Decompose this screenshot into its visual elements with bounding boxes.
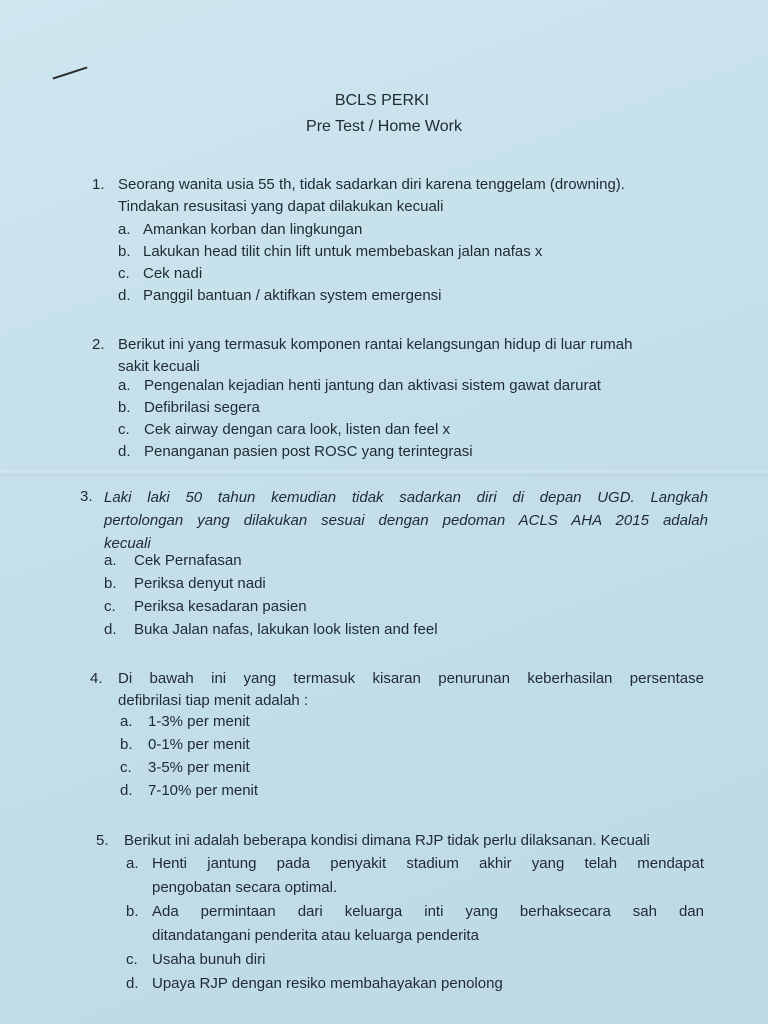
document-subtitle: Pre Test / Home Work: [306, 118, 462, 135]
question-stem: Di bawah ini yang termasuk kisaran penurunan keberhasilan persentase: [118, 670, 704, 687]
question-number: 2.: [92, 336, 105, 353]
paper-fold: [0, 470, 768, 476]
document-title: BCLS PERKI: [334, 92, 430, 109]
question-stem: pertolongan yang dilakukan sesuai dengan pedoman ACLS AHA 2015 adalah: [104, 512, 708, 529]
question-number: 5.: [96, 832, 109, 849]
answer-option: d. Buka Jalan nafas, lakukan look listen and feel: [104, 621, 438, 638]
question-number: 3.: [80, 488, 93, 505]
answer-option: a. 1-3% per menit: [120, 713, 250, 730]
question-stem: Berikut ini yang termasuk komponen rantai kelangsungan hidup di luar rumah: [118, 336, 633, 353]
answer-option: c. Periksa kesadaran pasien: [104, 598, 307, 615]
answer-option: b. 0-1% per menit: [120, 736, 250, 753]
answer-option: c. Cek airway dengan cara look, listen dan feel x: [118, 421, 451, 438]
answer-option: c. Usaha bunuh diri: [126, 951, 266, 968]
question-number: 1.: [92, 176, 105, 193]
answer-option: a. Cek Pernafasan: [104, 552, 242, 569]
answer-option: d. Penanganan pasien post ROSC yang terintegrasi: [118, 443, 473, 460]
question-stem: defibrilasi tiap menit adalah :: [118, 692, 309, 709]
answer-option: d. 7-10% per menit: [120, 782, 259, 799]
question-stem: Laki laki 50 tahun kemudian tidak sadarkan diri di depan UGD. Langkah: [104, 489, 708, 506]
question-number: 4.: [90, 670, 103, 687]
answer-option: c. 3-5% per menit: [120, 759, 250, 776]
answer-option: b. Defibrilasi segera: [118, 399, 260, 416]
answer-option: d. Upaya RJP dengan resiko membahayakan penolong: [126, 975, 503, 992]
pen-mark: [53, 66, 88, 79]
answer-option: a. Amankan korban dan lingkungan: [118, 221, 363, 238]
question-stem: kecuali: [104, 535, 151, 552]
answer-option: a. Henti jantung pada penyakit stadium akhir yang telah mendapat pengobatan secara optimal.: [126, 855, 704, 896]
question-stem: Berikut ini adalah beberapa kondisi dimana RJP tidak perlu dilaksanan. Kecuali: [124, 832, 650, 849]
question-stem: sakit kecuali: [118, 358, 200, 375]
answer-option: d. Panggil bantuan / aktifkan system emergensi: [118, 287, 442, 304]
answer-option: b. Periksa denyut nadi: [104, 575, 266, 592]
answer-option: a. Pengenalan kejadian henti jantung dan aktivasi sistem gawat darurat: [118, 377, 601, 394]
question-stem: Tindakan resusitasi yang dapat dilakukan kecuali: [118, 198, 444, 215]
answer-option: b. Lakukan head tilit chin lift untuk membebaskan jalan nafas x: [118, 243, 543, 260]
answer-option: b. Ada permintaan dari keluarga inti yang berhaksecara sah dan ditandatangani penderita atau keluarga penderita: [126, 903, 704, 944]
answer-option: c. Cek nadi: [118, 265, 203, 282]
question-stem: Seorang wanita usia 55 th, tidak sadarkan diri karena tenggelam (drowning).: [118, 176, 625, 193]
